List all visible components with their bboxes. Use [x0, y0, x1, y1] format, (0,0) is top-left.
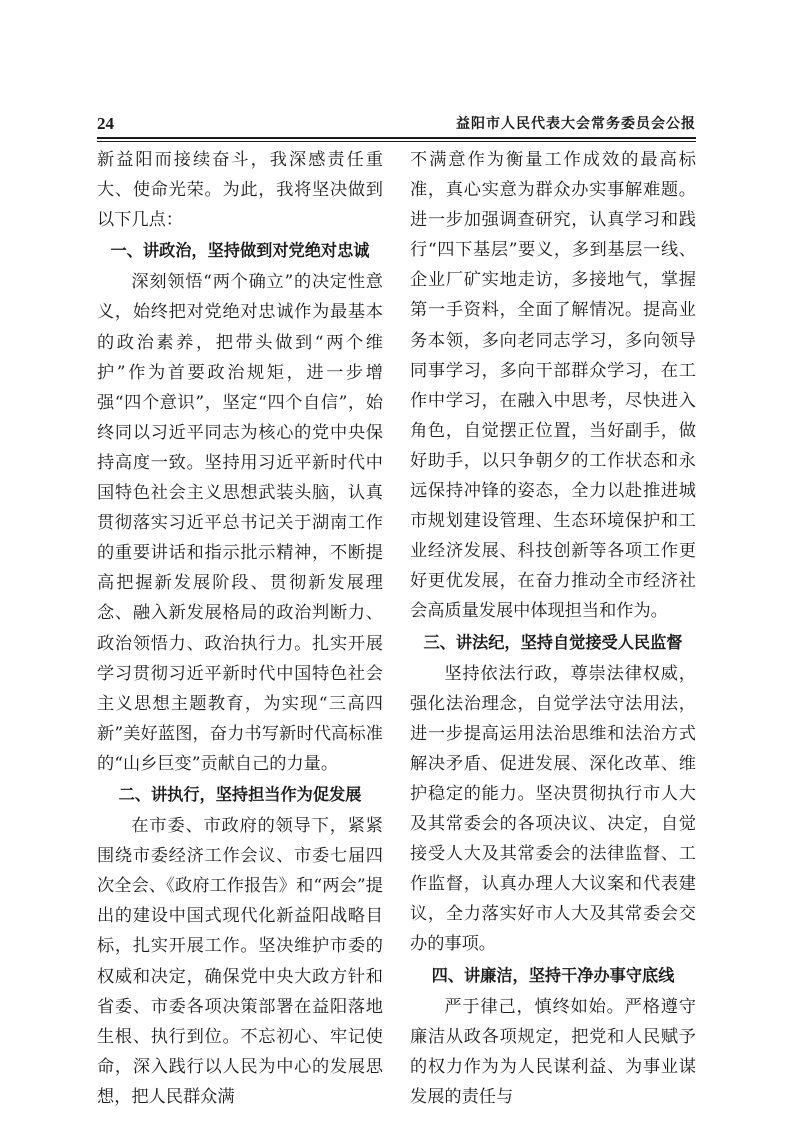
section-heading-law: 三、讲法纪，坚持自觉接受人民监督: [423, 632, 683, 652]
page-number: 24: [97, 114, 114, 133]
section-heading-politics: 一、讲政治，坚持做到对党绝对忠诚: [110, 241, 370, 261]
paragraph-execution-continued: 不满意作为衡量工作成效的最高标准，真心实意为群众办实事解难题。进一步加强调查研究，认真学习和践行“四下基层”要义，多到基层一线、企业厂矿实地走访，多接地气，掌握第一手资料，全面了解情况。提高业务本领，多向老同志学习，多向领导同事学习，多向干部群众学习，在工作中学习，在融入中思考，尽快进入角色，自觉摆正位置，当好副手，做好助手，以只争朝夕的工作状态和永远保持冲锋的姿态，全力以赴推进城市规划建设管理、生态环境保护和工业经济发展、科技创新等各项工作更好更优发展，在奋力推动全市经济社会高质量发展中体现担当和作为。: [410, 150, 696, 622]
paragraph-continued: 新益阳而接续奋斗，我深感责任重大、使命光荣。为此，我将坚决做到以下几点：: [97, 150, 383, 231]
journal-title: 益阳市人民代表大会常务委员会公报: [456, 116, 696, 132]
section-heading-execution: 二、讲执行，坚持担当作为促发展: [118, 784, 362, 804]
paragraph-execution: 在市委、市政府的领导下，紧紧围绕市委经济工作会议、市委七届四次全会、《政府工作报告》和“两会”提出的建设中国式现代化新益阳战略目标，扎实开展工作。坚决维护市委的权威和决定，确保党中央大政方针和省委、市委各项决策部署在益阳落地生根、执行到位。不忘初心、牢记使命，深入践行以人民为中心的发展思想，把人民群众满: [97, 816, 383, 1107]
left-column: [97, 145, 383, 1112]
page-header: [97, 112, 696, 136]
right-column: [410, 145, 696, 1112]
paragraph-law: 坚持依法行政，尊崇法律权威，强化法治理念，自觉学法守法用法，进一步提高运用法治思维和法治方式解决矛盾、促进发展、深化改革、维护稳定的能力。坚决贯彻执行市人大及其常委会的各项决议、决定，自觉接受人大及其常委会的法律监督、工作监督，认真办理人大议案和代表建议，全力落实好市人大及其常委会交办的事项。: [410, 663, 696, 955]
paragraph-integrity: 严于律己，慎终如始。严格遵守廉洁从政各项规定，把党和人民赋予的权力作为为人民谋利益、为事业谋发展的责任与: [410, 996, 696, 1107]
header-rule-thin: [97, 141, 696, 142]
paragraph-politics: 深刻领悟“两个确立”的决定性意义，始终把对党绝对忠诚作为最基本的政治素养，把带头做到“两个维护”作为首要政治规矩，进一步增强“四个意识”，坚定“四个自信”，始终同以习近平同志为核心的党中央保持高度一致。坚持用习近平新时代中国特色社会主义思想武装头脑，认真贯彻落实习近平总书记关于湖南工作的重要讲话和指示批示精神，不断提高把握新发展阶段、贯彻新发展理念、融入新发展格局的政治判断力、政治领悟力、政治执行力。扎实开展学习贯彻习近平新时代中国特色社会主义思想主题教育，为实现“三高四新”美好蓝图，奋力书写新时代高标准的“山乡巨变”贡献自己的力量。: [97, 272, 383, 774]
section-heading-integrity: 四、讲廉洁，坚持干净办事守底线: [431, 965, 675, 985]
header-rule-thick: [97, 137, 696, 139]
